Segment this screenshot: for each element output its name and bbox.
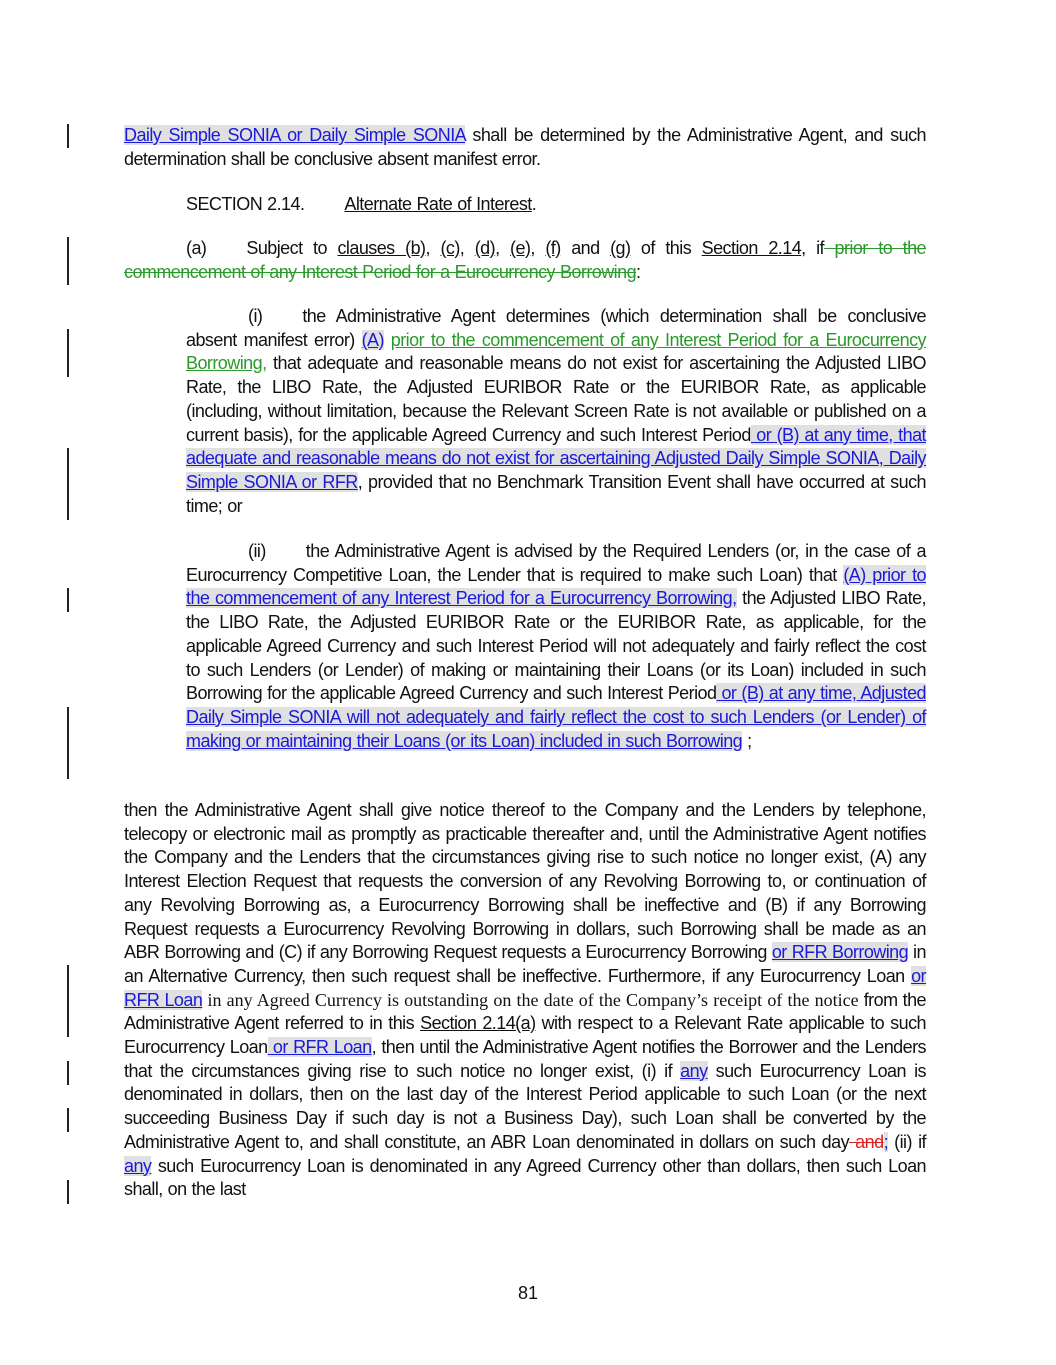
change-bar — [67, 965, 69, 1037]
inserted-text: (A) prior to the commencement of any Interest Period for a Eurocurrency Borrowing, — [186, 564, 926, 609]
text-run: ; — [742, 730, 752, 751]
inserted-text: any — [124, 1155, 152, 1176]
text-run: from the Administrative Agent referred to in this — [124, 989, 926, 1034]
p-then — [124, 799, 926, 1202]
text-run: shall be determined by the Administrative Agent, and such determination shall be conclusive absent manifest error. — [124, 125, 926, 169]
text-run: (ii) — [248, 541, 266, 561]
change-bar — [67, 1180, 69, 1204]
text-run: , then until the Administrative Agent notifies the Borrower and the Lenders that the circumstances giving rise to such notice no longer exist, (i) if — [124, 1037, 926, 1081]
text-run: in any Agreed Currency is outstanding on the date of the Company’s receipt of the notice — [202, 989, 859, 1010]
text-run — [384, 330, 391, 350]
text-run: (ii) if — [888, 1131, 926, 1152]
underlined-reference: (f) — [545, 238, 561, 258]
text-run: in an Alternative Currency, then such request shall be ineffective. Furthermore, if any Eurocurrency Loan — [124, 942, 926, 986]
text-run: SECTION 2.14. — [186, 194, 305, 214]
underlined-reference: (g) — [610, 238, 631, 258]
text-run: , — [459, 238, 475, 258]
underlined-reference: Section 2.14 — [701, 238, 802, 258]
p-continuation — [124, 124, 926, 171]
text-run: , — [425, 238, 441, 258]
text-run: (a) — [186, 238, 207, 258]
text-run: the Adjusted LIBO Rate, the LIBO Rate, the Adjusted EURIBOR Rate or the EURIBOR Rate, as applicable, for the applicable Agreed Currency and such Interest Period will not adequately and fairly reflect the cost to such Lenders (or Lender) of making or maintaining their Loans (or its Loan) included in such Borrowing for the applicable Agreed Currency and such Interest Period — [186, 588, 926, 704]
text-run: : — [636, 261, 641, 282]
change-bar — [67, 707, 69, 779]
text-run: Subject to — [246, 238, 338, 258]
text-run: then the Administrative Agent shall give notice thereof to the Company and the Lenders by telephone, telecopy or electronic mail as promptly as practicable thereafter and, until the Administrative Agent notifies the Company and the Lenders that the circumstances giving rise to such notice no longer exist, (A) any Interest Election Request that requests the conversion of any Revolving Borrowing to, or continuation of any Revolving Borrowing as, a Eurocurrency Borrowing shall be ineffective and (B) if any Borrowing Request requests a Eurocurrency Revolving Borrowing in dollars, such Borrowing shall be made as an ABR Borrowing and (C) if any Borrowing Request requests a Eurocurrency Borrowing — [124, 800, 926, 963]
text-run: (i) — [248, 306, 263, 326]
section-heading — [124, 193, 926, 217]
text-run: with respect to a Relevant Rate applicable to such Eurocurrency Loan — [124, 1013, 926, 1058]
text-run: , provided that no Benchmark Transition Event shall have occurred at such time; or — [186, 471, 926, 516]
text-run: such Eurocurrency Loan is denominated in any Agreed Currency other than dollars, then such Loan shall, on the last — [124, 1155, 926, 1200]
text-run: such Eurocurrency Loan is denominated in dollars, then on the last day of the Interest Period applicable to such Loan (or the next succeeding Business Day if such day is not a Business Day), such Loan shall be converted by the Administrative Agent to, and shall constitute, an ABR Loan denominated in dollars on such day — [124, 1060, 926, 1152]
clause-i — [186, 305, 926, 518]
change-bar — [67, 1061, 69, 1085]
text-run: the Administrative Agent determines (which determination shall be conclusive absent manifest error) — [186, 306, 926, 350]
change-bar — [67, 237, 69, 285]
clause-ii — [186, 540, 926, 753]
change-bar — [67, 588, 69, 612]
inserted-text: Daily Simple SONIA or Daily Simple SONIA — [124, 125, 466, 145]
text-run: , — [530, 238, 546, 258]
underlined-reference: (d) — [474, 238, 496, 258]
change-bar — [67, 1108, 69, 1132]
underlined-reference: Section 2.14(a) — [420, 1013, 536, 1034]
inserted-text: any — [680, 1060, 708, 1081]
text-run: , if — [801, 238, 824, 258]
inserted-text: or RFR Borrowing — [771, 942, 909, 963]
clause-a — [124, 237, 926, 284]
text-run: and — [560, 238, 611, 258]
text-run: that adequate and reasonable means do not exist for ascertaining the Adjusted LIBO Rate, the LIBO Rate, the Adjusted EURIBOR Rate or the EURIBOR Rate, as applicable (including, without limitation, because the Relevant Screen Rate is not available or published on a current basis), for the applicable Agreed Currency and such Interest Period — [186, 353, 926, 445]
underlined-reference: clauses (b) — [337, 238, 426, 258]
text-run: of this — [630, 238, 702, 258]
inserted-text: or RFR Loan — [267, 1037, 372, 1058]
inserted-text: (A) — [361, 329, 384, 350]
change-bar — [67, 448, 69, 520]
text-run: . — [531, 194, 537, 214]
text-run: the Administrative Agent is advised by the Required Lenders (or, in the case of a Eurocurrency Competitive Loan, the Lender that is required to make such Loan) that — [186, 541, 926, 585]
underlined-reference: Alternate Rate of Interest — [344, 194, 532, 214]
inserted-text: prior to the commencement of any Interest Period for a Eurocurrency Borrowing, — [186, 329, 927, 374]
underlined-reference: (e) — [510, 238, 531, 258]
inserted-text: or (B) at any time, that adequate and reasonable means do not exist for ascertaining Adjusted Daily Simple SONIA, Daily Simple SONIA or RFR — [186, 424, 926, 492]
page-number: 81 — [517, 1283, 539, 1303]
change-bar — [67, 329, 69, 377]
text-run: , — [495, 238, 511, 258]
deleted-text: and — [849, 1131, 884, 1152]
inserted-text: or RFR Loan — [124, 965, 926, 1010]
deleted-text: prior to the commencement of any Interest Period for a Eurocurrency Borrowing — [124, 238, 927, 282]
underlined-reference: (c) — [440, 238, 460, 258]
change-bar — [67, 124, 69, 148]
inserted-text: or (B) at any time, Adjusted Daily Simple SONIA will not adequately and fairly reflect the cost to such Lenders (or Lender) of making or maintaining their Loans (or its Loan) included in such Borrowing — [186, 683, 926, 751]
inserted-text: ; — [883, 1131, 889, 1152]
